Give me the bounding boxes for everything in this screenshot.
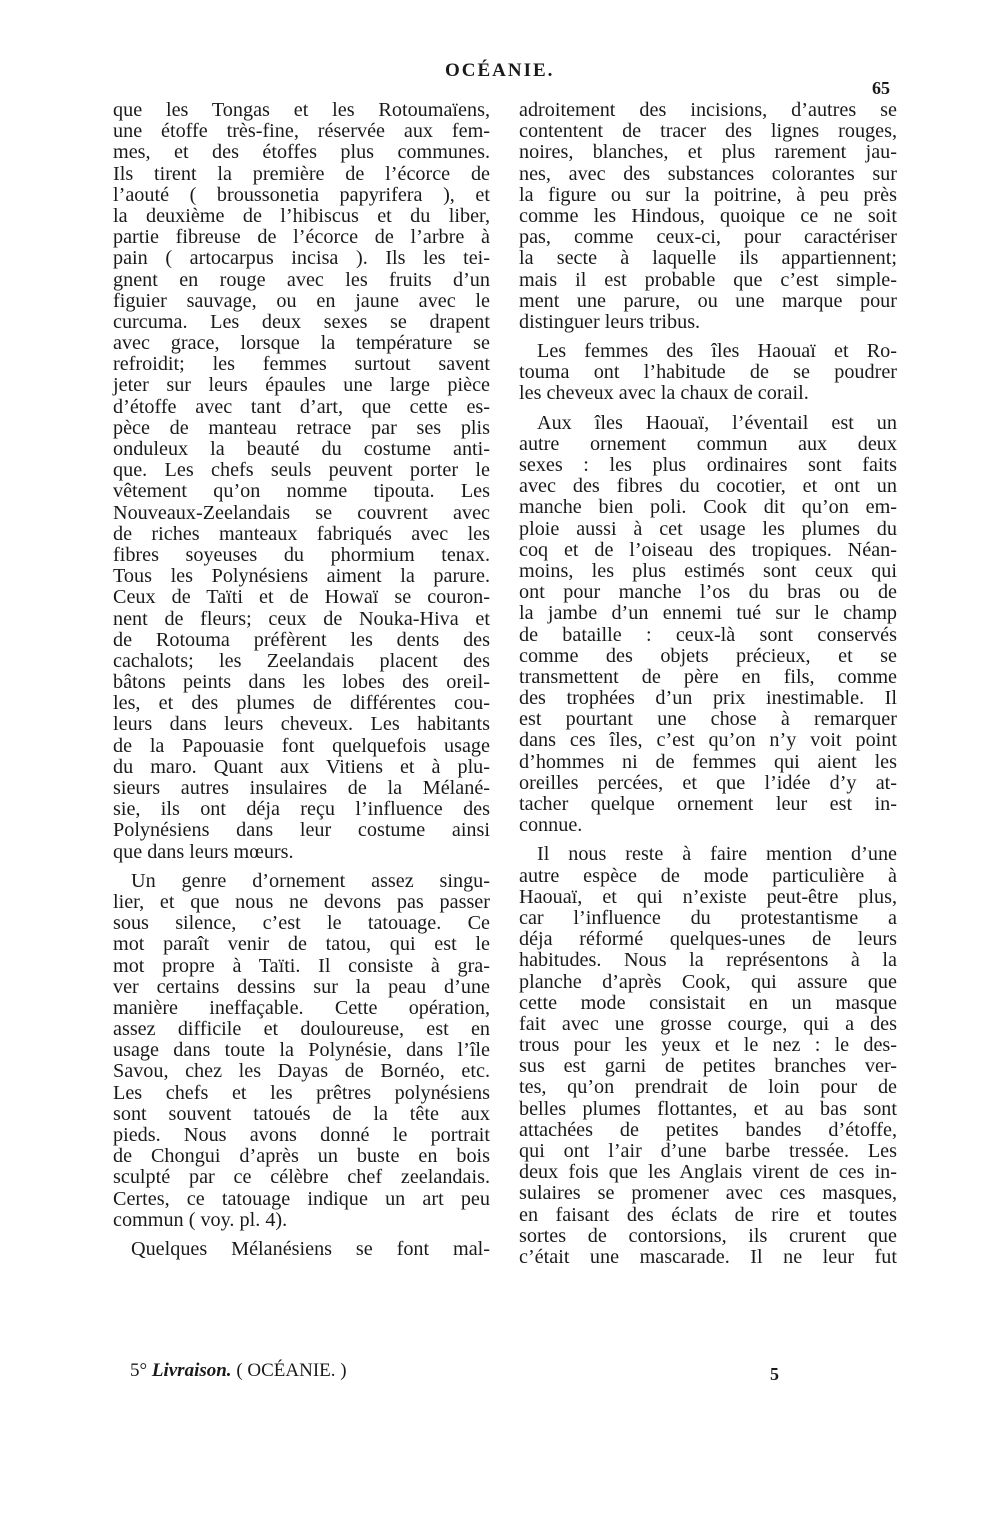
- text-line: autre ornement commun aux deux: [519, 432, 897, 455]
- text-line: du maro. Quant aux Vitiens et à plu-: [113, 755, 490, 778]
- text-line: sus est garni de petites branches ver-: [519, 1055, 897, 1078]
- text-line: moins, les plus estimés sont ceux qui: [519, 559, 897, 582]
- text-line: mes, et des étoffes plus communes.: [113, 141, 490, 164]
- text-line: Haouaï, et qui n’existe peut-être plus,: [519, 885, 897, 908]
- text-line: leurs dans leurs cheveux. Les habitants: [113, 713, 490, 736]
- text-line: transmettent de père en fils, comme: [519, 665, 897, 688]
- text-line: de riches manteaux fabriqués avec les: [113, 522, 490, 545]
- text-line: que. Les chefs seuls peuvent porter le: [113, 459, 490, 482]
- text-line: manière ineffaçable. Cette opération,: [113, 996, 490, 1019]
- text-line: mot propre à Taïti. Il consiste à gra-: [113, 954, 490, 977]
- text-line: de bataille : ceux-là sont conservés: [519, 623, 897, 646]
- text-line: bâtons peints dans les lobes des oreil-: [113, 671, 490, 694]
- text-line: d’étoffe avec tant d’art, que cette es-: [113, 395, 490, 418]
- text-line: pain ( artocarpus incisa ). Ils les tei-: [113, 247, 490, 270]
- text-line: Tous les Polynésiens aiment la parure.: [113, 565, 490, 588]
- text-line: c’était une mascarade. Il ne leur fut: [519, 1245, 897, 1268]
- text-line: de la Papouasie font quelquefois usage: [113, 734, 490, 757]
- text-line: autre espèce de mode particulière à: [519, 864, 897, 887]
- text-line: onduleux la beauté du costume anti-: [113, 438, 490, 460]
- text-line: sous silence, c’est le tatouage. Ce: [113, 912, 490, 935]
- paragraph: [113, 100, 490, 863]
- text-line: comme des objets précieux, et se: [519, 644, 897, 667]
- text-line: cette mode consistait en un masque: [519, 991, 897, 1014]
- text-line: usage dans toute la Polynésie, dans l’île: [113, 1039, 490, 1062]
- text-line: Aux îles Haouaï, l’éventail est un: [537, 411, 897, 434]
- text-line: Nouveaux-Zeelandais se couvrent avec: [113, 501, 490, 524]
- signature-word: Livraison.: [151, 1360, 232, 1381]
- signature-number: 5°: [130, 1360, 148, 1381]
- text-line: Ils tirent la première de l’écorce de: [113, 162, 490, 185]
- text-line: la jambe d’un ennemi tué sur le champ: [519, 602, 897, 625]
- text-line: habitudes. Nous la représentons à la: [519, 949, 897, 972]
- text-line: refroidit; les femmes surtout savent: [113, 353, 490, 376]
- text-line: est pourtant une chose à remarquer: [519, 708, 897, 731]
- text-line: Un genre d’ornement assez singu-: [131, 869, 490, 892]
- text-line: car l’influence du protestantisme a: [519, 906, 897, 929]
- text-line: sont souvent tatoués de la tête aux: [113, 1102, 490, 1125]
- text-line: Les chefs et les prêtres polynésiens: [113, 1081, 490, 1104]
- text-line: de Chongui d’après un buste en bois: [113, 1145, 490, 1168]
- text-line: contentent de tracer des lignes rouges,: [519, 120, 897, 143]
- text-line: de Rotouma préfèrent les dents des: [113, 628, 490, 651]
- paragraph: [519, 844, 897, 1268]
- text-line: cachalots; les Zeelandais placent des: [113, 649, 490, 672]
- text-line: Il nous reste à faire mention d’une: [537, 843, 897, 866]
- text-line: sulaires se promener avec ces masques,: [519, 1182, 897, 1205]
- text-line: mot paraît venir de tatou, qui est le: [113, 933, 490, 956]
- text-line: adroitement des incisions, d’autres se: [519, 99, 897, 121]
- text-line: mais il est probable que c’est simple-: [519, 268, 897, 291]
- text-line: sieurs autres insulaires de la Mélané-: [113, 777, 490, 799]
- text-line: pieds. Nous avons donné le portrait: [113, 1124, 490, 1146]
- text-line: sculpté par ce célèbre chef zeelandais.: [113, 1166, 490, 1189]
- text-line: la deuxième de l’hibiscus et du liber,: [113, 204, 490, 227]
- page-header: [0, 60, 1000, 98]
- text-line: pas, comme ceux-ci, pour caractériser: [519, 226, 897, 249]
- text-line: oreilles percées, et que l’idée d’y at-: [519, 771, 897, 794]
- text-line: les, et des plumes de différentes cou-: [113, 692, 490, 715]
- text-line: une étoffe très-fine, réservée aux fem-: [113, 120, 490, 143]
- page-footer: [0, 1360, 1000, 1390]
- signature-title: ( OCÉANIE. ): [236, 1360, 347, 1381]
- text-line: commun ( voy. pl. 4).: [113, 1208, 288, 1231]
- text-line: assez difficile et douloureuse, est en: [113, 1018, 490, 1041]
- text-line: d’hommes ni de femmes qui aient les: [519, 750, 897, 773]
- text-line: sexes : les plus ordinaires sont faits: [519, 454, 897, 476]
- left-column: [113, 100, 490, 1260]
- right-column: [519, 100, 897, 1268]
- text-line: planche d’après Cook, qui assure que: [519, 970, 897, 993]
- sheet-number: 5: [770, 1364, 779, 1384]
- text-line: tacher quelque ornement leur est in-: [519, 793, 897, 815]
- text-line: des trophées d’un prix inestimable. Il: [519, 687, 897, 710]
- text-line: déja réformé quelques-unes de leurs: [519, 928, 897, 951]
- text-line: belles plumes flottantes, et au bas sont: [519, 1097, 897, 1120]
- text-line: trous pour les yeux et le nez : le des-: [519, 1034, 897, 1057]
- text-line: comme les Hindous, quoique ce ne soit: [519, 204, 897, 227]
- text-line: Les femmes des îles Haouaï et Ro-: [537, 340, 897, 363]
- text-line: que dans leurs mœurs.: [113, 840, 294, 863]
- text-line: la figure ou sur la poitrine, à peu près: [519, 183, 897, 206]
- text-line: avec des fibres du cocotier, et ont un: [519, 475, 897, 498]
- text-line: qui ont l’air d’une barbe tressée. Les: [519, 1140, 897, 1162]
- text-line: touma ont l’habitude de se poudrer: [519, 361, 897, 384]
- text-line: que les Tongas et les Rotoumaïens,: [113, 99, 490, 121]
- text-line: Polynésiens dans leur costume ainsi: [113, 819, 490, 842]
- page-number: 65: [872, 78, 890, 98]
- text-line: avec grace, lorsque la température se: [113, 332, 490, 355]
- text-line: noires, blanches, et plus rarement jau-: [519, 141, 897, 164]
- text-line: manche bien poli. Cook dit qu’on em-: [519, 496, 897, 519]
- text-line: fait avec une grosse courge, qui a des: [519, 1012, 897, 1035]
- text-line: figuier sauvage, ou en jaune avec le: [113, 289, 490, 312]
- text-line: ment une parure, ou une marque pour: [519, 289, 897, 312]
- text-line: Savou, chez les Dayas de Bornéo, etc.: [113, 1060, 490, 1083]
- text-line: coq et de l’oiseau des tropiques. Néan-: [519, 538, 897, 561]
- text-line: ver certains dessins sur la peau d’une: [113, 975, 490, 998]
- text-line: curcuma. Les deux sexes se drapent: [113, 310, 490, 333]
- text-line: partie fibreuse de l’écorce de l’arbre à: [113, 226, 490, 249]
- text-line: en faisant des éclats de rire et toutes: [519, 1203, 897, 1226]
- signature-mark: [130, 1360, 347, 1382]
- text-line: nent de fleurs; ceux de Nouka-Hiva et: [113, 607, 490, 630]
- text-line: distinguer leurs tribus.: [519, 310, 701, 333]
- text-line: lier, et que nous ne devons pas passer: [113, 890, 490, 913]
- text-line: deux fois que les Anglais virent de ces in-: [519, 1161, 897, 1184]
- running-title: OCÉANIE.: [445, 60, 555, 81]
- text-line: sie, ils ont déja reçu l’influence des: [113, 798, 490, 821]
- text-line: l’aouté ( broussonetia papyrifera ), et: [113, 183, 490, 206]
- text-line: pèce de manteau retrace par ses plis: [113, 416, 490, 439]
- text-line: vêtement qu’on nomme tipouta. Les: [113, 480, 490, 503]
- text-line: les cheveux avec la chaux de corail.: [519, 382, 809, 405]
- text-line: attachées de petites bandes d’étoffe,: [519, 1118, 897, 1141]
- text-line: gnent en rouge avec les fruits d’un: [113, 268, 490, 291]
- text-line: ploie aussi à cet usage les plumes du: [519, 517, 897, 540]
- text-line: jeter sur leurs épaules une large pièce: [113, 374, 490, 397]
- text-line: sortes de contorsions, ils crurent que: [519, 1224, 897, 1247]
- paragraph: [519, 413, 897, 837]
- paragraph: [113, 1239, 490, 1260]
- text-line: Quelques Mélanésiens se font mal-: [131, 1237, 490, 1260]
- text-line: nes, avec des substances colorantes sur: [519, 162, 897, 185]
- paragraph: [113, 871, 490, 1231]
- text-line: la secte à laquelle ils appartiennent;: [519, 247, 897, 270]
- text-line: connue.: [519, 814, 583, 837]
- text-line: fibres soyeuses du phormium tenax.: [113, 543, 490, 566]
- text-line: dans ces îles, c’est qu’on n’y voit point: [519, 729, 897, 752]
- text-line: ont pour manche l’os du bras ou de: [519, 581, 897, 604]
- text-line: Ceux de Taïti et de Howaï se couron-: [113, 586, 490, 609]
- paragraph: [519, 100, 897, 333]
- text-line: Certes, ce tatouage indique un art peu: [113, 1187, 490, 1210]
- paragraph: [519, 341, 897, 405]
- text-line: tes, qu’on prendrait de loin pour de: [519, 1076, 897, 1099]
